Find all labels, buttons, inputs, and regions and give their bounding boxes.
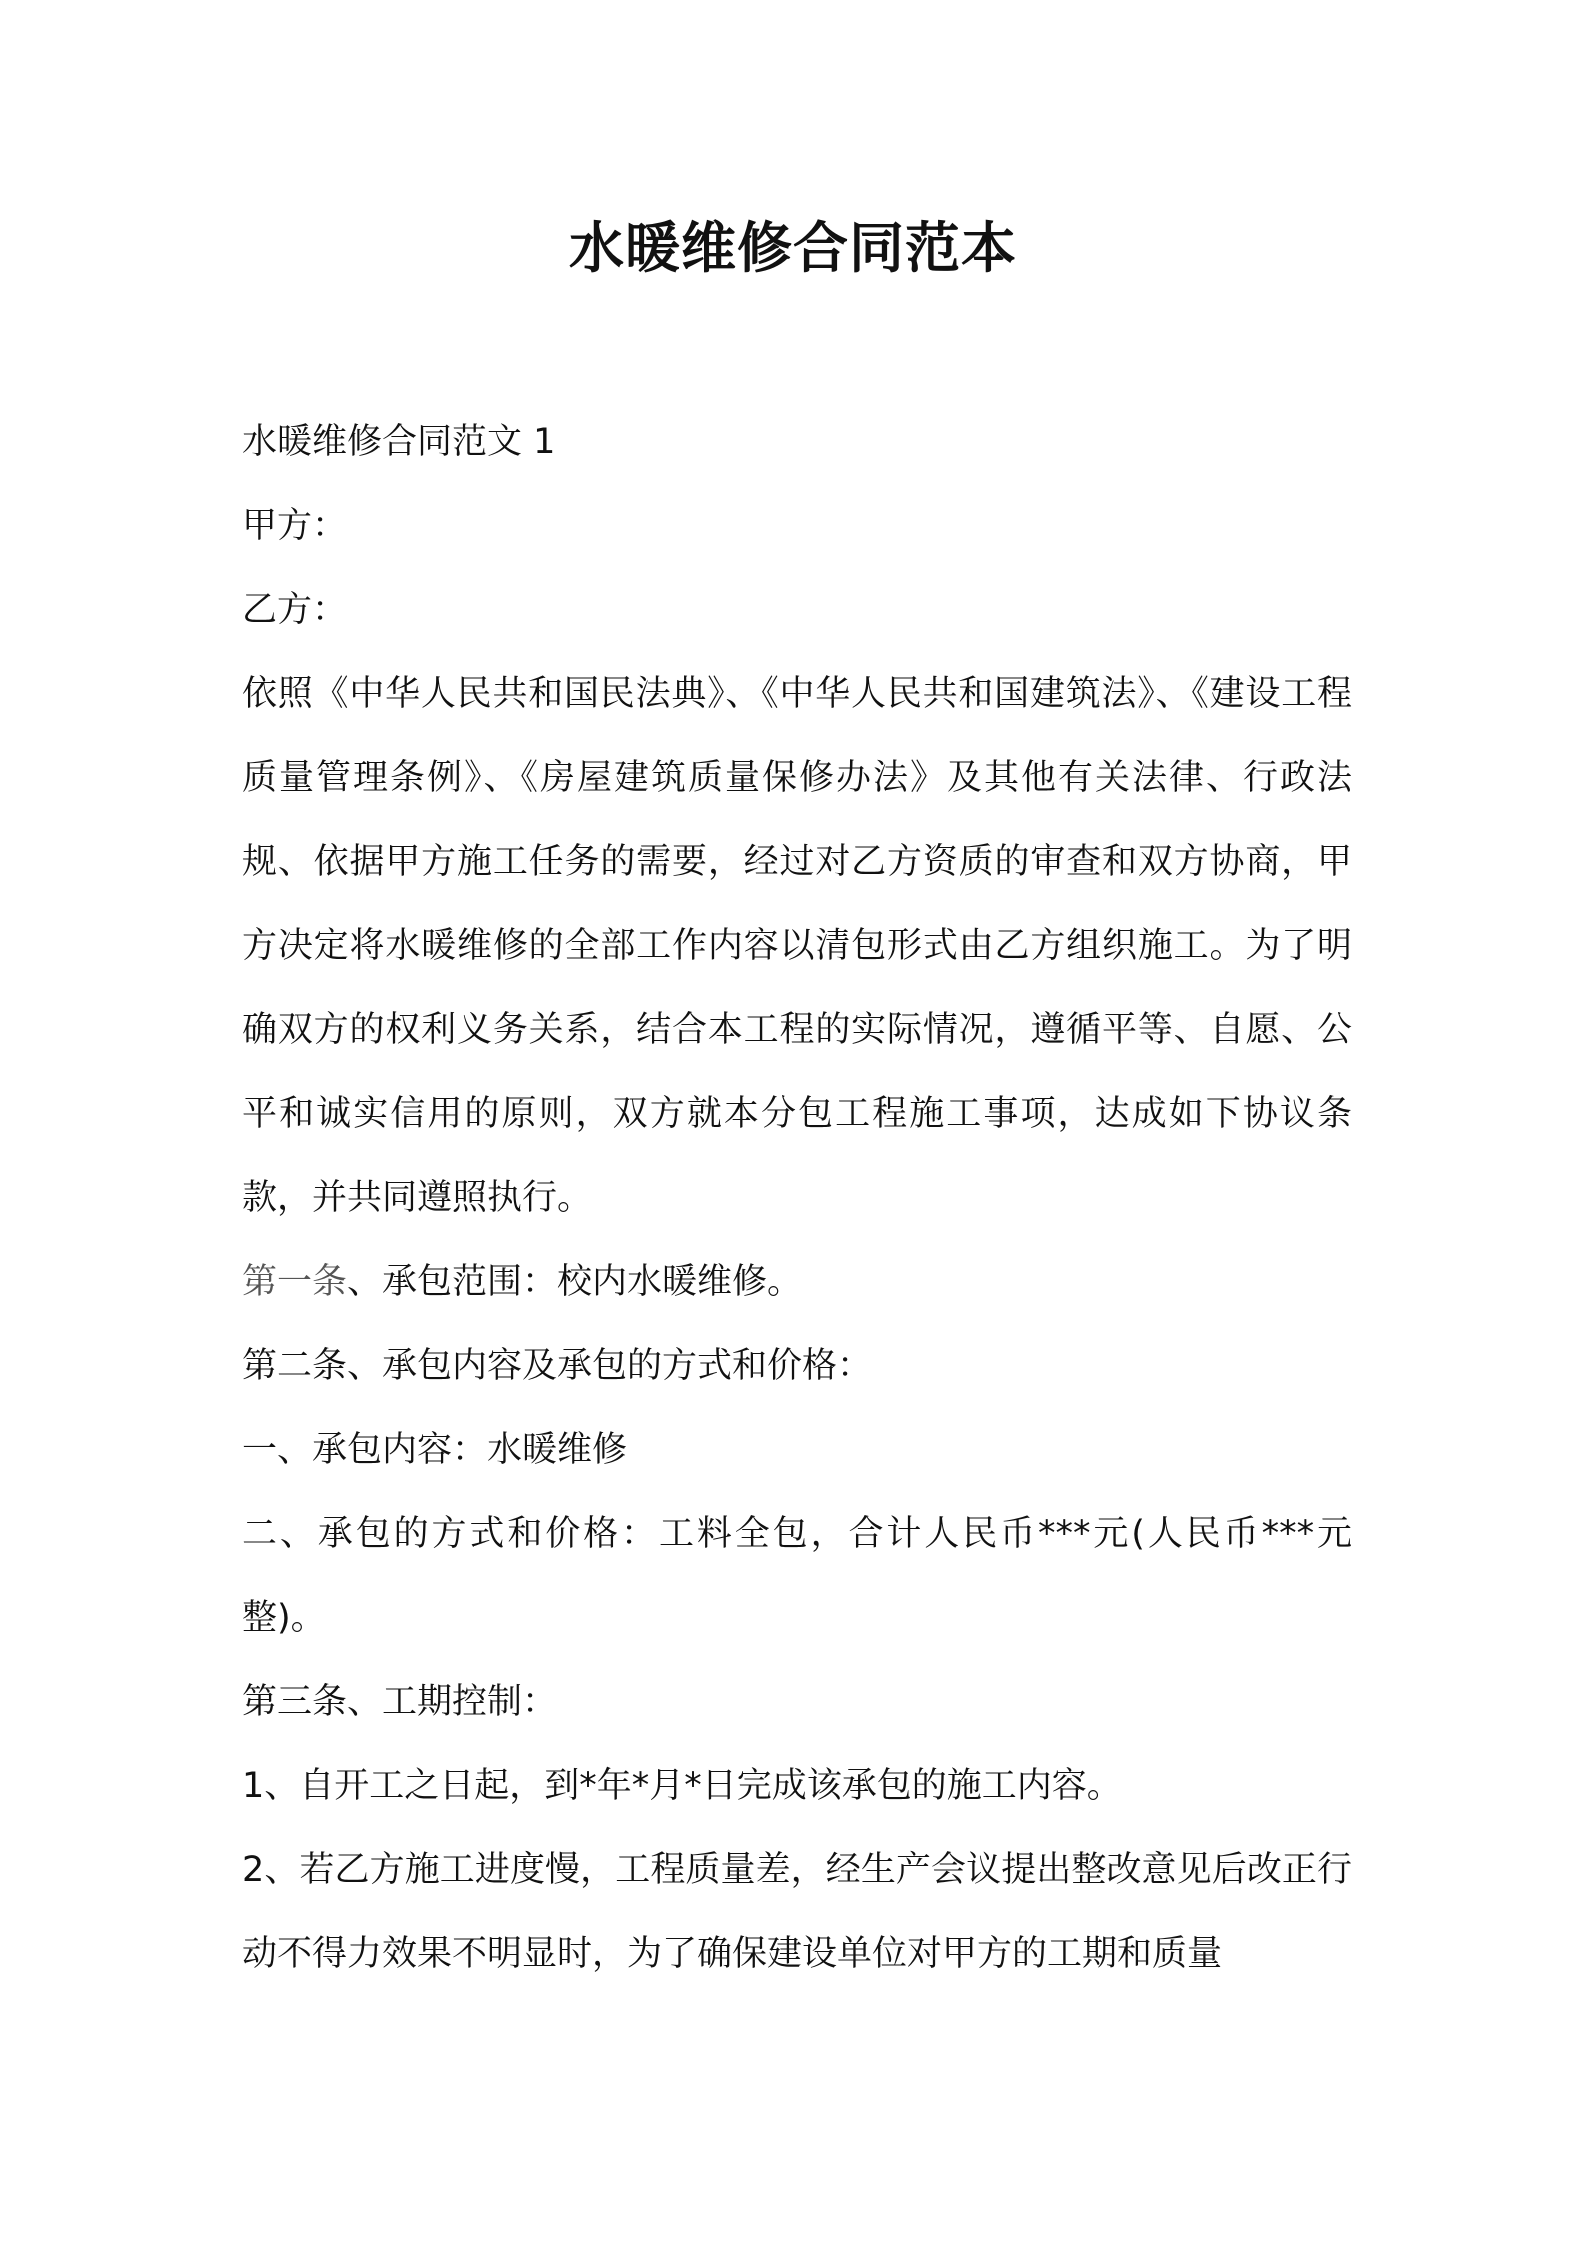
- article-1-text: 、承包范围：校内水暖维修。: [347, 1262, 803, 1302]
- article-1: [242, 1240, 1352, 1324]
- article-3-item-1: 1、自开工之日起，到*年*月*日完成该承包的施工内容。: [242, 1766, 1122, 1806]
- preamble-paragraph: 依照《中华人民共和国民法典》、《中华人民共和国建筑法》、《建设工程质量管理条例》、《房屋建筑质量保修办法》及其他有关法律、行政法规、依据甲方施工任务的需要，经过对乙方资质的审查和双方协商，甲方决定将水暖维修的全部工作内容以清包形式由乙方组织施工。为了明确双方的权利义务关系，结合本工程的实际情况，遵循平等、自愿、公平和诚实信用的原则，双方就本分包工程施工事项，达成如下协议条款，并共同遵照执行。: [242, 674, 1352, 1218]
- party-a-line: 甲方：: [242, 506, 348, 546]
- document-title: 水暖维修合同范本: [568, 216, 1017, 280]
- document-body: [242, 400, 1352, 1996]
- article-1-prefix: 第一条: [242, 1262, 348, 1302]
- party-b-line: 乙方：: [242, 590, 348, 630]
- article-2-item-2: 二、承包的方式和价格：工料全包，合计人民币***元(人民币***元整)。: [242, 1514, 1352, 1638]
- contract-subtitle: 水暖维修合同范文 1: [242, 422, 556, 462]
- article-2-item-1: 一、承包内容：水暖维修: [242, 1430, 628, 1470]
- article-3-item-2: 2、若乙方施工进度慢，工程质量差，经生产会议提出整改意见后改正行动不得力效果不明显时，为了确保建设单位对甲方的工期和质量: [242, 1850, 1352, 1974]
- article-2: 第二条、承包内容及承包的方式和价格：: [242, 1346, 873, 1386]
- article-3: 第三条、工期控制：: [242, 1682, 558, 1722]
